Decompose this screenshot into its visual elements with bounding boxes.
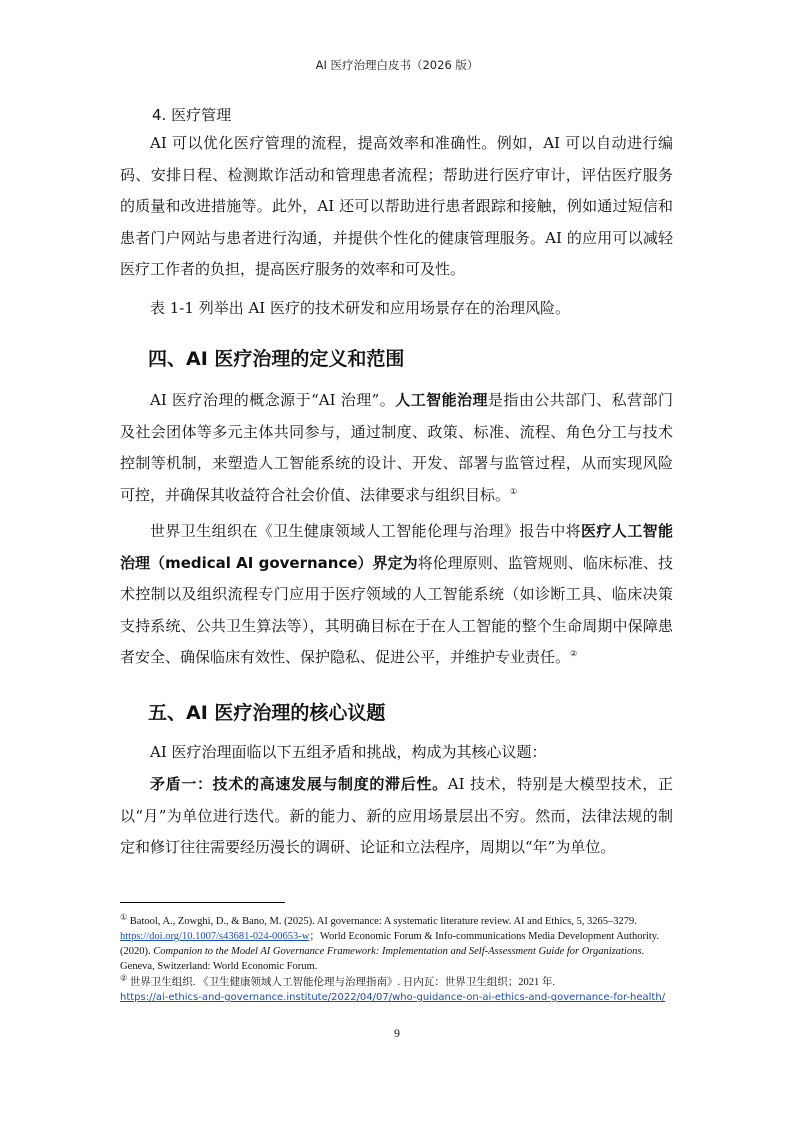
section-heading-4: 四、AI 医疗治理的定义和范围: [148, 348, 405, 370]
p3-text-c: 是指由公共部门、私营部门及社会团体等多元主体共同参与，通过制度、政策、标准、流程、角色分工与技术控制等机制，来塑造人工智能系统的设计、开发、部署与监管过程，从而实现风险可控，并确保其收益符合社会价值、法律要求与组织目标。: [120, 391, 673, 504]
p4-text-c: 将伦理原则、监管规则、临床标准、技术控制以及组织流程专门应用于医疗领域的人工智能系统（如诊断工具、临床决策支持系统、公共卫生算法等），其明确目标在于在人工智能的整个生命周期中保障患者安全、确保临床有效性、保护隐私、促进公平，并维护专业责任。: [120, 553, 673, 666]
paragraph-medical-management: AI 可以优化医疗管理的流程，提高效率和准确性。例如，AI 可以自动进行编码、安排日程、检测欺诈活动和管理患者流程；帮助进行医疗审计，评估医疗服务的质量和改进措施等。此外，AI 还可以帮助进行患者跟踪和接触，例如通过短信和患者门户网站与患者进行沟通，并提供个性化的健康管理服务。AI 的应用可以减轻医疗工作者的负担，提高医疗服务的效率和可及性。: [120, 134, 673, 278]
p6-bold-lead: 矛盾一：技术的高速发展与制度的滞后性。: [150, 775, 448, 793]
section-heading-5: 五、AI 医疗治理的核心议题: [148, 702, 386, 724]
footnote-ref-2[interactable]: ②: [570, 649, 578, 658]
footnote-1: [120, 914, 675, 974]
p6-text: AI 技术，特别是大模型技术，正以“月”为单位进行迭代。新的能力、新的应用场景层出不穷。然而，法律法规的制定和修订往往需要经历漫长的调研、论证和立法程序，周期以“年”为单位。: [120, 775, 673, 856]
running-header: AI 医疗治理白皮书（2026 版）: [315, 58, 479, 72]
paragraph-core-issues-intro: AI 医疗治理面临以下五组矛盾和挑战，构成为其核心议题：: [150, 743, 547, 761]
p4-text-a: 世界卫生组织在《卫生健康领域人工智能伦理与治理》报告中将: [150, 522, 582, 540]
footnote-1-mark: ①: [120, 912, 128, 922]
page-number: 9: [394, 1026, 400, 1040]
paragraph-table-reference: 表 1-1 列举出 AI 医疗的技术研发和应用场景存在的治理风险。: [150, 299, 570, 317]
footnote-2-link[interactable]: https://ai-ethics-and-governance.institute/2022/04/07/who-guidance-on-ai-ethics-and-governance-for-health/: [120, 992, 666, 1003]
footnote-1-doi-link[interactable]: https://doi.org/10.1007/s43681-024-00653-w: [120, 931, 310, 942]
footnote-2-text: 世界卫生组织. 《卫生健康领域人工智能伦理与治理指南》. 日内瓦：世界卫生组织；2021 年.: [129, 977, 556, 988]
subsection-title: 4. 医疗管理: [152, 106, 232, 124]
footnote-1-text: Batool, A., Zowghi, D., & Bano, M. (2025). AI governance: A systematic literature review. AI and Ethics, 5, 3265–3279.: [129, 916, 637, 927]
p4-bold-term: 医疗人工智能治理（medical AI governance）界定为: [120, 522, 673, 572]
paragraph-contradiction-one: [120, 769, 673, 864]
footnote-2: [120, 975, 675, 1005]
footnote-1-italic-title: Companion to the Model AI Governance Framework: Implementation and Self-Assessment Guide for Organizations: [153, 946, 642, 957]
footnote-divider: [120, 902, 285, 903]
footnote-ref-1[interactable]: ①: [510, 486, 518, 496]
paragraph-ai-governance-definition: [120, 385, 673, 511]
p3-bold-term: 人工智能治理: [395, 391, 488, 409]
footnote-2-mark: ②: [120, 973, 128, 983]
p3-text-a: AI 医疗治理的概念源于“AI 治理”。: [150, 391, 396, 409]
footnote-1-text-2: ；World Economic Forum & Info-communications Media Development Authority. (2020).: [120, 931, 659, 957]
paragraph-who-definition: [120, 516, 673, 674]
footnote-1-text-3: . Geneva, Switzerland: World Economic Forum.: [120, 946, 645, 972]
